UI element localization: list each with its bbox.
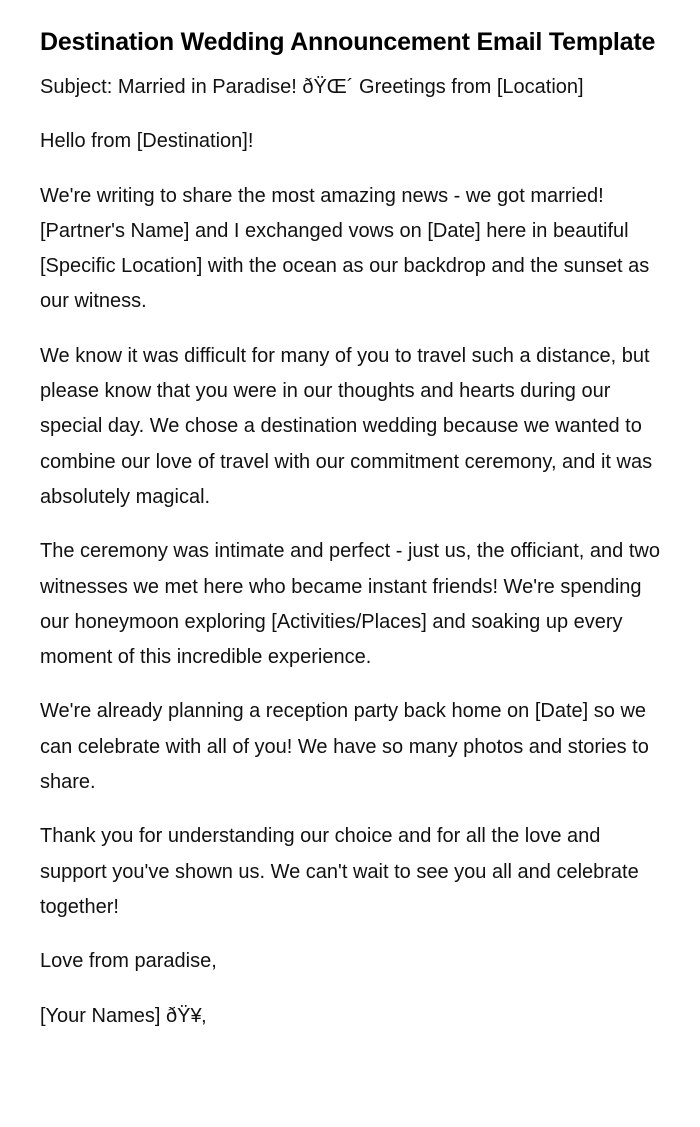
- body-paragraph-thank-you: Thank you for understanding our choice and for all the love and support you've shown us. We can't wait to see you all and celebrate together!: [40, 825, 639, 918]
- body-paragraph-announcement: We're writing to share the most amazing news - we got married! [Partner's Name] and I exchanged vows on [Date] here in beautiful [Specific Location] with the ocean as our backdrop and the sunset as our witness.: [40, 184, 650, 313]
- body-paragraph-reception: We're already planning a reception party back home on [Date] so we can celebrate with all of you! We have so many photos and stories to share.: [40, 700, 649, 794]
- document-title: Destination Wedding Announcement Email Template: [40, 28, 656, 56]
- email-signature: [Your Names] ðŸ¥‚: [40, 1004, 207, 1027]
- email-greeting: Hello from [Destination]!: [40, 130, 254, 153]
- body-paragraph-travel-distance: We know it was difficult for many of you to travel such a distance, but please know that you were in our thoughts and hearts during our special day. We chose a destination wedding because we wanted to combine our love of travel with our commitment ceremony, and it was absolutely magical.: [40, 344, 653, 508]
- email-closing: Love from paradise,: [40, 950, 217, 973]
- email-subject-line: Subject: Married in Paradise! ðŸŒ´ Greetings from [Location]: [40, 76, 584, 98]
- body-paragraph-ceremony: The ceremony was intimate and perfect - just us, the officiant, and two witnesses we met here who became instant friends! We're spending our honeymoon exploring [Activities/Places] and soaking up every moment of this incredible experience.: [40, 540, 660, 669]
